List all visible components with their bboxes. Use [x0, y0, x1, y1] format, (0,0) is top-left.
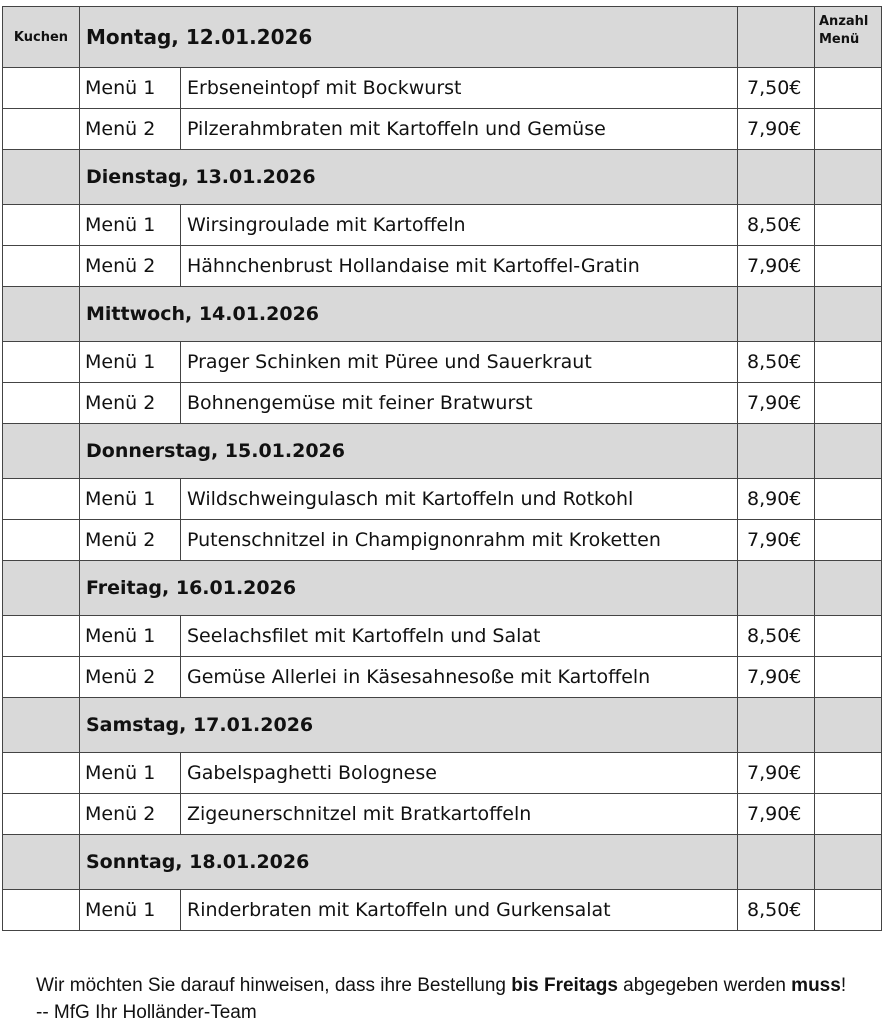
order-count-cell[interactable]: [815, 205, 882, 246]
day-header-row: [3, 561, 882, 616]
price-cell: [738, 424, 815, 479]
menu-item-row: [3, 794, 882, 835]
order-count-cell[interactable]: [815, 246, 882, 287]
dish-price: 7,90€: [738, 383, 815, 424]
dish-name: Prager Schinken mit Püree und Sauerkraut: [181, 342, 738, 383]
kuchen-count-cell[interactable]: [3, 383, 80, 424]
order-count-cell[interactable]: [815, 342, 882, 383]
dish-price: 7,90€: [738, 753, 815, 794]
kuchen-cell: [3, 698, 80, 753]
kuchen-cell: [3, 150, 80, 205]
day-header-row: [3, 698, 882, 753]
anzahl-cell: [815, 698, 882, 753]
day-header-row: [3, 835, 882, 890]
menu-number: Menü 2: [80, 109, 181, 150]
menu-item-row: [3, 520, 882, 561]
kuchen-count-cell[interactable]: [3, 342, 80, 383]
kuchen-count-cell[interactable]: [3, 657, 80, 698]
order-notice: [36, 972, 856, 1026]
menu-number: Menü 1: [80, 68, 181, 109]
kuchen-count-cell[interactable]: [3, 616, 80, 657]
menu-item-row: [3, 205, 882, 246]
anzahl-cell: [815, 424, 882, 479]
kuchen-count-cell[interactable]: [3, 890, 80, 931]
kuchen-count-cell[interactable]: [3, 753, 80, 794]
price-cell: [738, 287, 815, 342]
dish-name: Gabelspaghetti Bolognese: [181, 753, 738, 794]
dish-name: Rinderbraten mit Kartoffeln und Gurkensalat: [181, 890, 738, 931]
price-cell: [738, 561, 815, 616]
menu-number: Menü 2: [80, 246, 181, 287]
day-header-row: [3, 424, 882, 479]
menu-number: Menü 1: [80, 205, 181, 246]
order-count-cell[interactable]: [815, 109, 882, 150]
menu-item-row: [3, 616, 882, 657]
day-title: Dienstag, 13.01.2026: [80, 150, 738, 205]
dish-price: 8,50€: [738, 616, 815, 657]
menu-number: Menü 1: [80, 342, 181, 383]
day-title: Samstag, 17.01.2026: [80, 698, 738, 753]
menu-number: Menü 2: [80, 794, 181, 835]
notice-text-1: Wir möchten Sie darauf hinweisen, dass ihre Bestellung: [36, 975, 512, 996]
day-title: Montag, 12.01.2026: [80, 7, 738, 68]
kuchen-count-cell[interactable]: [3, 109, 80, 150]
menu-item-row: [3, 753, 882, 794]
price-cell: [738, 835, 815, 890]
anzahl-cell: [815, 561, 882, 616]
anzahl-cell: [815, 835, 882, 890]
day-header-row: [3, 287, 882, 342]
dish-name: Hähnchenbrust Hollandaise mit Kartoffel-Gratin: [181, 246, 738, 287]
dish-price: 8,90€: [738, 479, 815, 520]
price-cell: [738, 7, 815, 68]
dish-name: Zigeunerschnitzel mit Bratkartoffeln: [181, 794, 738, 835]
order-count-cell[interactable]: [815, 657, 882, 698]
order-count-cell[interactable]: [815, 794, 882, 835]
dish-name: Wirsingroulade mit Kartoffeln: [181, 205, 738, 246]
dish-name: Bohnengemüse mit feiner Bratwurst: [181, 383, 738, 424]
menu-item-row: [3, 246, 882, 287]
menu-item-row: [3, 657, 882, 698]
dish-name: Gemüse Allerlei in Käsesahnesoße mit Kartoffeln: [181, 657, 738, 698]
menu-number: Menü 2: [80, 520, 181, 561]
menu-number: Menü 1: [80, 479, 181, 520]
kuchen-cell: [3, 835, 80, 890]
weekly-menu-table: [2, 6, 882, 931]
order-count-cell[interactable]: [815, 753, 882, 794]
menu-item-row: [3, 342, 882, 383]
menu-item-row: [3, 109, 882, 150]
dish-name: Erbseneintopf mit Bockwurst: [181, 68, 738, 109]
kuchen-cell: [3, 561, 80, 616]
dish-price: 7,90€: [738, 246, 815, 287]
dish-price: 8,50€: [738, 205, 815, 246]
kuchen-count-cell[interactable]: [3, 246, 80, 287]
order-count-cell[interactable]: [815, 479, 882, 520]
menu-number: Menü 2: [80, 657, 181, 698]
notice-text-2: abgegeben werden: [617, 975, 792, 996]
notice-must: muss: [791, 975, 841, 996]
menu-number: Menü 1: [80, 616, 181, 657]
day-title: Sonntag, 18.01.2026: [80, 835, 738, 890]
anzahl-header: [815, 7, 882, 68]
dish-name: Wildschweingulasch mit Kartoffeln und Rotkohl: [181, 479, 738, 520]
kuchen-cell: [3, 287, 80, 342]
order-count-cell[interactable]: [815, 68, 882, 109]
dish-price: 7,90€: [738, 520, 815, 561]
anzahl-cell: [815, 287, 882, 342]
kuchen-cell: [3, 424, 80, 479]
menu-item-row: [3, 890, 882, 931]
dish-name: Pilzerahmbraten mit Kartoffeln und Gemüse: [181, 109, 738, 150]
menu-item-row: [3, 68, 882, 109]
dish-price: 8,50€: [738, 890, 815, 931]
kuchen-header: Kuchen: [3, 7, 80, 68]
order-count-cell[interactable]: [815, 383, 882, 424]
order-count-cell[interactable]: [815, 890, 882, 931]
day-title: Mittwoch, 14.01.2026: [80, 287, 738, 342]
dish-price: 7,90€: [738, 794, 815, 835]
notice-deadline: bis Freitags: [511, 975, 618, 996]
dish-price: 7,50€: [738, 68, 815, 109]
menu-label: Menü: [819, 32, 860, 47]
dish-price: 7,90€: [738, 109, 815, 150]
dish-name: Putenschnitzel in Champignonrahm mit Kroketten: [181, 520, 738, 561]
day-title: Freitag, 16.01.2026: [80, 561, 738, 616]
anzahl-label: Anzahl: [819, 14, 869, 29]
dish-price: 7,90€: [738, 657, 815, 698]
day-title: Donnerstag, 15.01.2026: [80, 424, 738, 479]
order-count-cell[interactable]: [815, 616, 882, 657]
price-cell: [738, 150, 815, 205]
kuchen-count-cell[interactable]: [3, 205, 80, 246]
menu-number: Menü 1: [80, 890, 181, 931]
menu-number: Menü 1: [80, 753, 181, 794]
dish-name: Seelachsfilet mit Kartoffeln und Salat: [181, 616, 738, 657]
menu-item-row: [3, 479, 882, 520]
kuchen-count-cell[interactable]: [3, 479, 80, 520]
day-header-row: [3, 150, 882, 205]
menu-table-body: [3, 7, 882, 931]
kuchen-count-cell[interactable]: [3, 794, 80, 835]
menu-item-row: [3, 383, 882, 424]
notice-text-3: ! -- MfG Ihr Holländer-Team: [36, 975, 847, 1023]
price-cell: [738, 698, 815, 753]
dish-price: 8,50€: [738, 342, 815, 383]
day-header-row: [3, 7, 882, 68]
menu-number: Menü 2: [80, 383, 181, 424]
anzahl-cell: [815, 150, 882, 205]
kuchen-count-cell[interactable]: [3, 68, 80, 109]
kuchen-count-cell[interactable]: [3, 520, 80, 561]
order-count-cell[interactable]: [815, 520, 882, 561]
